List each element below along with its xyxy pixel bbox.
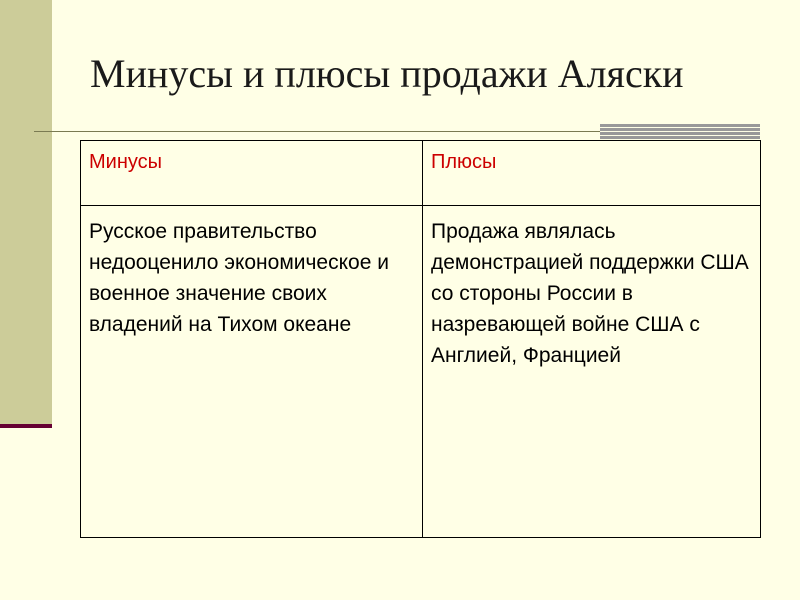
cell-cons: Русское правительство недооценило экономическое и военное значение своих владений на Тихом океане [81,206,423,538]
left-accent-line [0,424,52,428]
title-underline [34,131,600,132]
table-header-row [81,141,761,206]
header-pros: Плюсы [423,141,761,206]
table-row [81,206,761,538]
comparison-table [80,140,761,538]
cell-pros: Продажа являлась демонстрацией поддержки США со стороны России в назревающей войне США с Англией, Францией [423,206,761,538]
left-accent-bar [0,0,52,424]
header-cons: Минусы [81,141,423,206]
title-decoration-stripes [600,124,760,140]
slide-title: Минусы и плюсы продажи Аляски [90,51,684,96]
